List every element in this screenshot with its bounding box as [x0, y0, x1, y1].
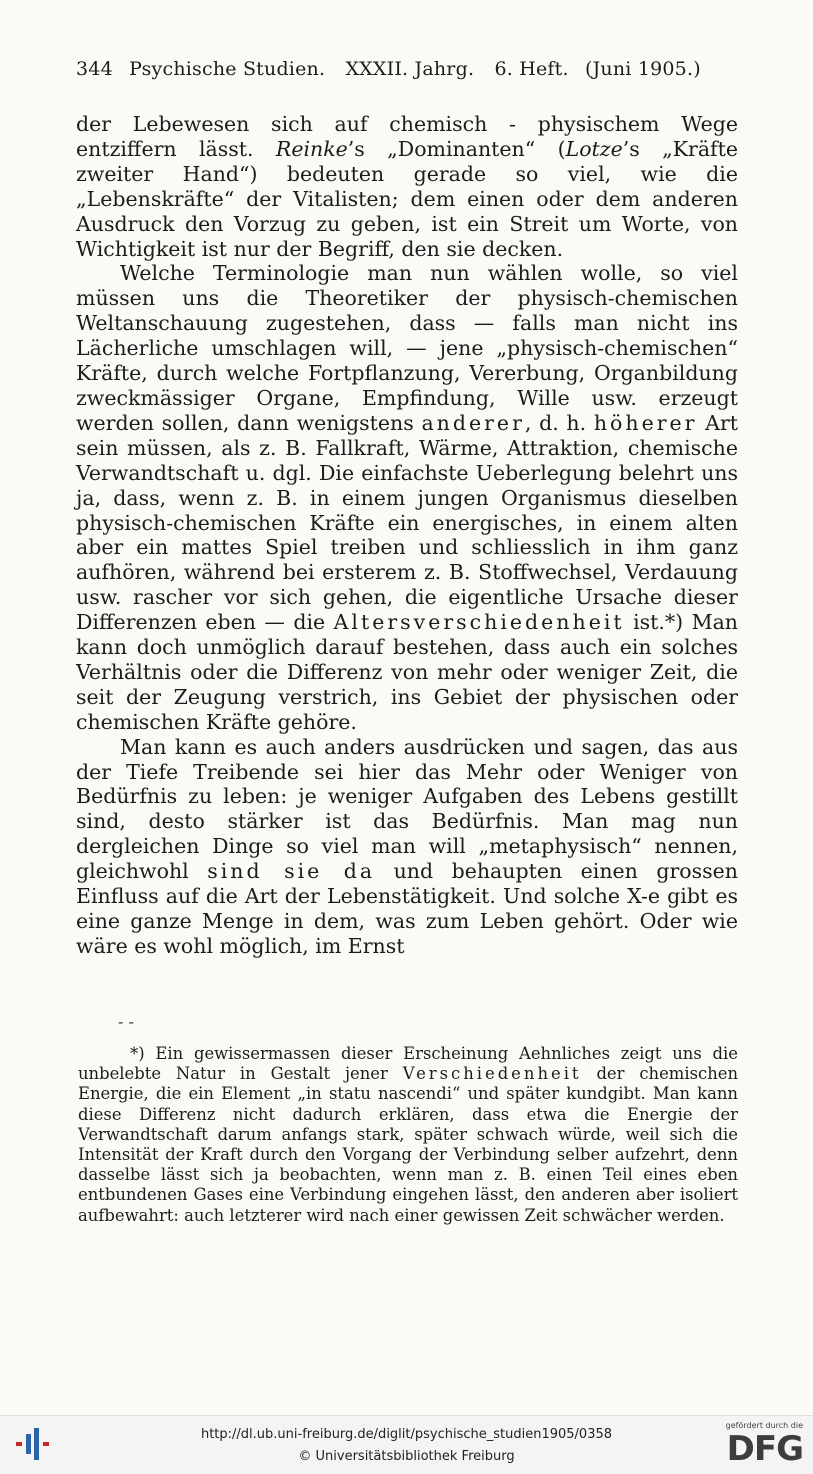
emphasis-text: Verschiedenheit	[402, 1064, 582, 1084]
text-run: und behaupten einen grossen Einfluss auf die Art der Lebenstätigkeit. Und solche X-e gibt es eine ganze Menge in dem, was zum Leben gehört. Oder wie wäre es wohl möglich, im Ernst	[76, 859, 738, 958]
text-run: ist.*) Man kann doch unmöglich darauf bestehen, dass auch ein solches Verhältnis oder die Differenz von mehr oder weniger Zeit, die seit der Zeugung verstrich, ins Gebiet der physischen oder chemischen Kräfte gehöre.	[76, 610, 738, 734]
viewer-footer	[0, 1415, 813, 1474]
paragraph-1	[76, 112, 738, 261]
emphasis-text: anderer	[421, 410, 525, 435]
dfg-logo-icon: DFG	[726, 1429, 803, 1469]
emphasis-text: sind sie da	[207, 859, 376, 884]
emphasis-text: höherer	[593, 410, 698, 435]
text-run: Welche Terminologie man nun wählen wolle, so viel müssen uns die Theoretiker der physisch-chemischen Weltanschauung zugestehen, dass — falls man nicht ins Lächerliche umschlagen will, — jene „physisch-chemischen“ Kräfte, durch welche Fortpflanzung, Vererbung, Organbildung zweckmässiger Organe, Empfindung, Wille usw. erzeugt werden sollen, dann wenigstens	[76, 261, 738, 435]
footnote	[78, 1044, 738, 1226]
paragraph-2	[76, 261, 738, 734]
author-name-reinke: Reinke	[275, 136, 348, 161]
paragraph-3	[76, 735, 738, 959]
text-run: ’s „Dominanten“ (	[347, 136, 566, 161]
copyright-notice: © Universitätsbibliothek Freiburg	[298, 1449, 515, 1464]
volume-label: XXXII. Jahrg.	[345, 58, 475, 80]
text-run: ’s „Kräfte zweiter Hand“) bedeuten gerade so viel, wie die „Lebenskräfte“ der Vitalisten; dem einen oder dem anderen Ausdruck den Vorzug zu geben, ist ein Streit um Worte, von Wichtigkeit ist nur der Begriff, den sie decken.	[76, 136, 739, 261]
running-header	[76, 58, 738, 80]
text-run: der Lebewesen sich auf chemisch - physischem Wege entziffern lässt.	[76, 112, 738, 161]
dfg-funding-note: gefördert durch die	[725, 1421, 803, 1430]
author-name-lotze: Lotze	[565, 136, 623, 161]
main-text	[76, 112, 738, 959]
text-run: der chemischen Energie, die ein Element „in statu nascendi“ und später kundgibt. Man kann diese Differenz nicht dadurch erklären, dass etwa die Energie der Verwandtschaft darum anfangs stark, später schwach würde, weil sich die Intensität der Kraft durch den Vorgang der Verbindung selber aufzehrt, denn dasselbe lässt sich ja beobachten, wenn man z. B. einen Teil eines eben entbundenen Gases eine Verbindung eingehen lässt, den anderen aber isoliert aufbewahrt: auch letzterer wird nach einer gewissen Zeit schwächer werden.	[78, 1064, 739, 1225]
text-run: Man kann es auch anders ausdrücken und sagen, das aus der Tiefe Treibende sei hier das Mehr oder Weniger von Bedürfnis zu leben: je weniger Aufgaben des Lebens gestillt sind, desto stärker ist das Bedürfnis. Man mag nun dergleichen Dinge so viel man will „metaphysisch“ nennen, gleichwohl	[76, 734, 738, 884]
running-title: Psychische Studien.	[129, 58, 326, 80]
text-run: , d. h.	[524, 410, 594, 435]
footnote-separator: - -	[118, 1012, 134, 1031]
page-number: 344	[76, 58, 113, 80]
footnote-text	[78, 1044, 738, 1226]
text-run: Art sein müssen, als z. B. Fallkraft, Wärme, Attraktion, chemische Verwandtschaft u. dgl. Die einfachste Ueberlegung belehrt uns ja, dass, wenn z. B. in einem jungen Organismus dieselben physisch-chemischen Kräfte ein energisches, in einem alten aber ein mattes Spiel treiben und schliesslich in ihm ganz aufhören, während bei ersterem z. B. Stoffwechsel, Verdauung usw. rascher vor sich gehen, die eigentliche Ursache dieser Differenzen eben — die	[76, 410, 738, 635]
issue-label: 6. Heft.	[494, 58, 569, 80]
permalink-url[interactable]: http://dl.ub.uni-freiburg.de/diglit/psychische_studien1905/0358	[200, 1427, 613, 1442]
text-run: *) Ein gewissermassen dieser Erscheinung Aehnliches zeigt uns die unbelebte Natur in Gestalt jener	[78, 1044, 738, 1084]
issue-date: (Juni 1905.)	[585, 58, 701, 80]
emphasis-text: Altersverschiedenheit	[333, 610, 625, 635]
